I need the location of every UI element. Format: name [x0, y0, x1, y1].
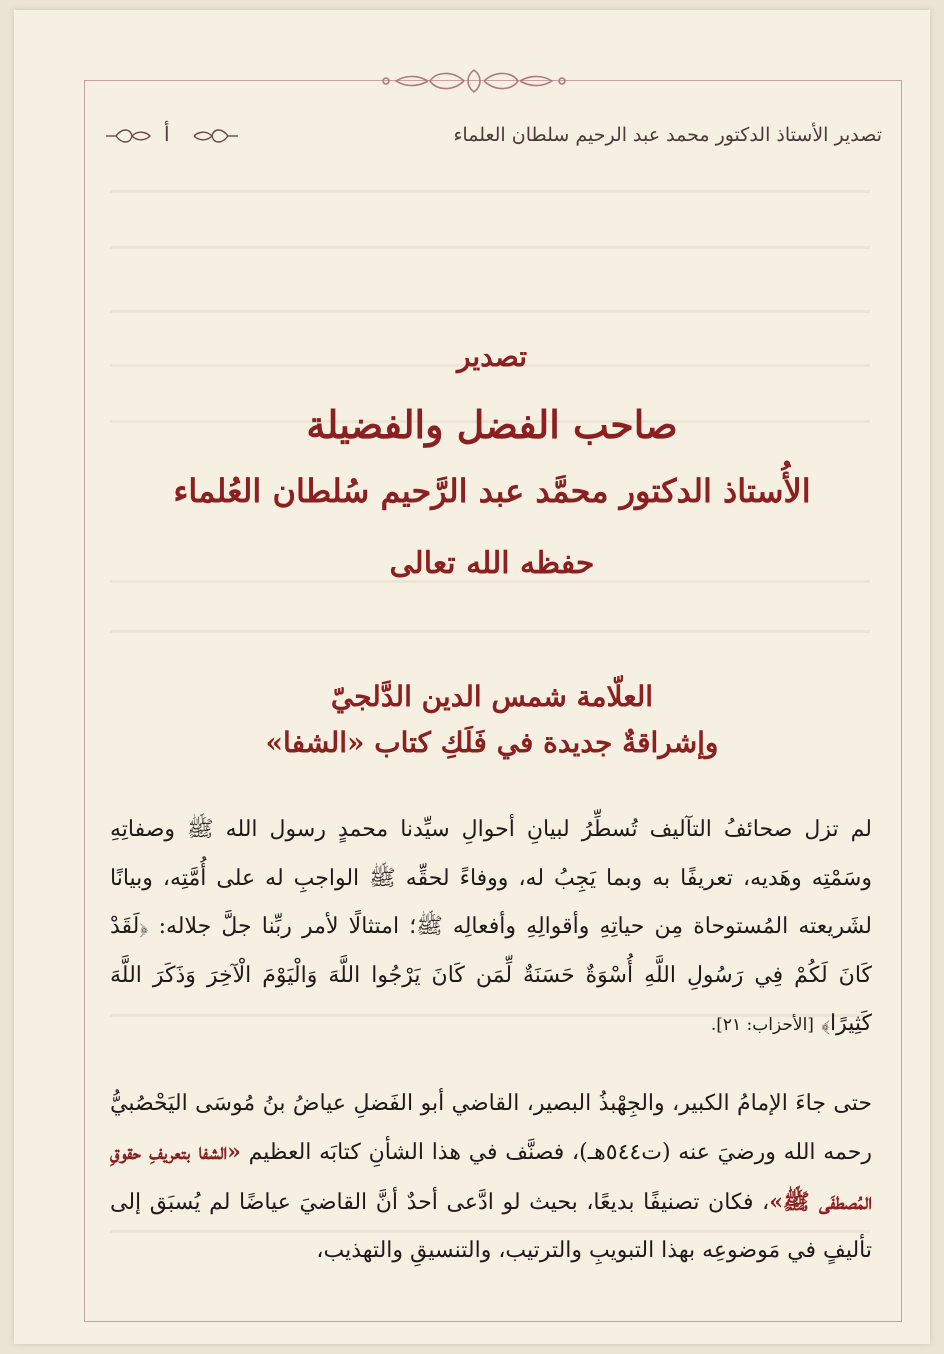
- paragraph: لم تزل صحائفُ التآليف تُسطِّرُ لبيانِ أحوالِ سيِّدنا محمدٍ رسول الله ﷺ وصفاتِهِ وسَمْتِه وهَديه، تعريفًا به وبما يَجِبُ له، ووفاءً لحقِّه ﷺ الواجبِ له على أُمَّتِه، وبيانًا لشَريعته المُستوحاة مِن حياتِهِ وأقوالِهِ وأفعالِه ﷺ؛ امتثالًا لأمر ربِّنا جلَّ جلاله: ﴿لَقَدْ كَانَ لَكُمْ فِي رَسُولِ اللَّهِ أُسْوَةٌ حَسَنَةٌ لِّمَن كَانَ يَرْجُوا اللَّهَ وَالْيَوْمَ الْآخِرَ وَذَكَرَ اللَّهَ كَثِيرًا﴾ [الأحزاب: ٢١].: [110, 817, 872, 1036]
- body-text: [110, 806, 872, 1306]
- quran-verse: ﴿لَقَدْ كَانَ لَكُمْ فِي رَسُولِ اللَّهِ أُسْوَةٌ حَسَنَةٌ لِّمَن كَانَ يَرْجُوا اللَّهَ وَالْيَوْمَ الْآخِرَ وَذَكَرَ اللَّهَ كَثِيرًا﴾: [110, 914, 872, 1036]
- running-head: تصدير الأستاذ الدكتور محمد عبد الرحيم سلطان العلماء: [453, 124, 882, 146]
- honorific-title: صاحب الفضل والفضيلة: [306, 402, 678, 447]
- blessing-line: حفظه الله تعالى: [389, 546, 595, 581]
- section-subtitle: وإشراقةٌ جديدة في فَلَكِ كتاب «الشفا»: [265, 726, 719, 759]
- paragraph: حتى جاءَ الإمامُ الكبير، والجِهْبذُ البصير، القاضي أبو الفَضلِ عياضُ بنُ مُوسَى اليَحْصُبيُّ رحمه الله ورضيَ عنه (ت٥٤٤هـ)، فصنَّف في هذا الشأنِ كتابَه العظيم «الشفا بتعريفِ حقوقِ المُصطفَى ﷺ»، فكان تصنيفًا بديعًا، بحيث لو ادَّعى أحدٌ أنَّ القاضيَ عياضًا لم يُسبَق إلى تأليفٍ في مَوضوعِه بهذا التبويبِ والترتيب، والتنسيقِ والتهذيب،: [110, 1090, 872, 1263]
- header-ornament-icon: [190, 124, 242, 148]
- author-name: الأُستاذ الدكتور محمَّد عبد الرَّحيم سُلطان العُلماء: [173, 472, 811, 510]
- page-number: أ: [164, 122, 170, 146]
- header-ornament-icon: [102, 124, 154, 148]
- book-title: «الشفا بتعريفِ حقوقِ المُصطفَى ﷺ»: [110, 1139, 872, 1215]
- verse-reference: [الأحزاب: ٢١].: [710, 1015, 814, 1035]
- foreword-heading: تصدير: [456, 340, 527, 373]
- section-title: العلّامة شمس الدين الدَّلجيّ: [330, 680, 654, 713]
- top-ornament-icon: [374, 66, 574, 96]
